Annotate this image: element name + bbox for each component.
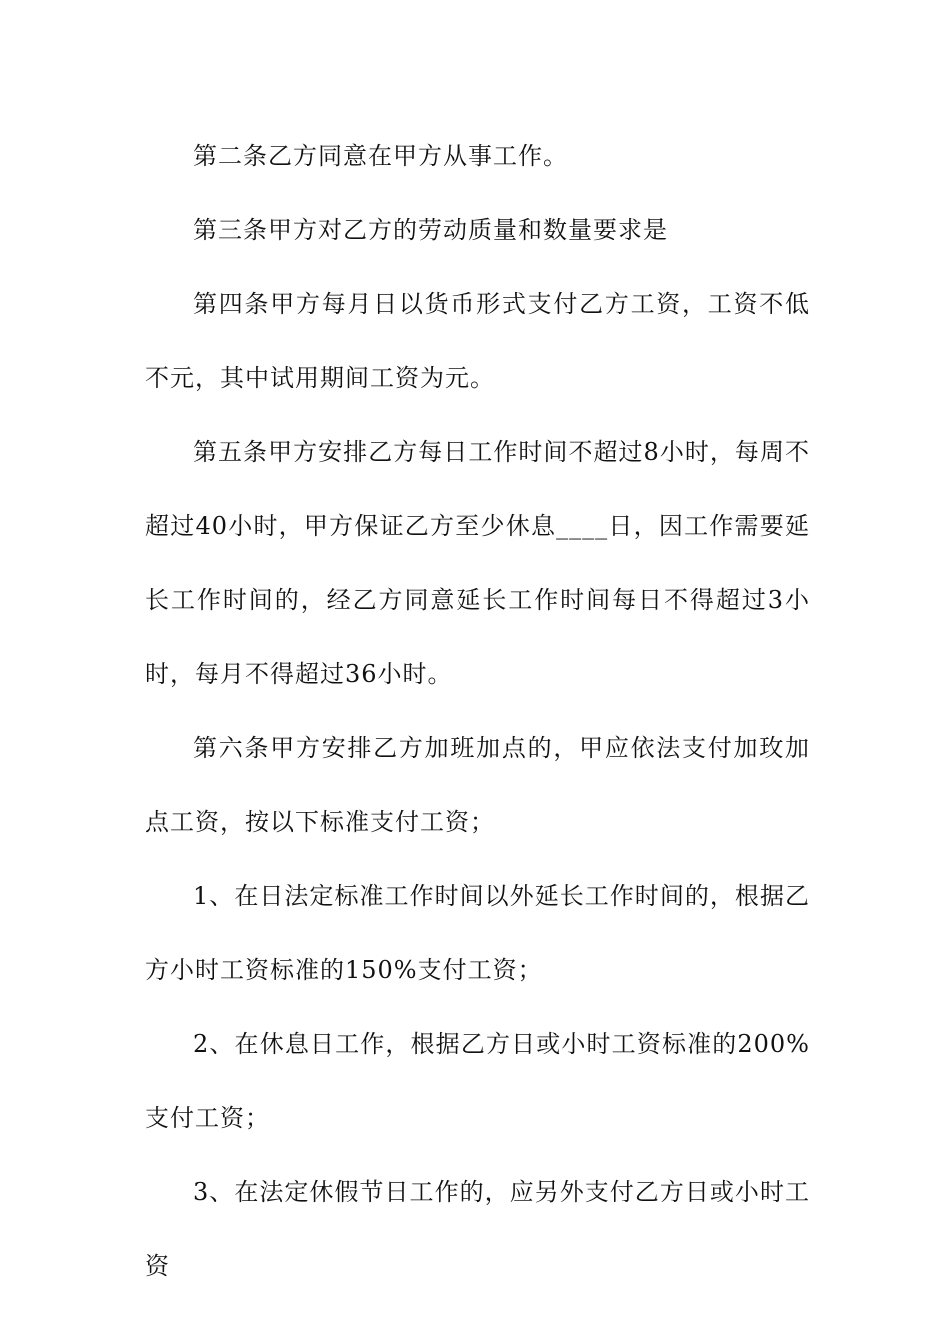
document-body — [145, 119, 810, 1303]
paragraph-article-3: 第三条甲方对乙方的劳动质量和数量要求是 — [193, 216, 668, 244]
paragraph-article-5: 第五条甲方安排乙方每日工作时间不超过8小时，每周不超过40小时，甲方保证乙方至少休息____日，因工作需要延长工作时间的，经乙方同意延长工作时间每日不得超过3小时，每月不得超过36小时。 — [145, 438, 810, 688]
paragraph-article-4: 第四条甲方每月日以货币形式支付乙方工资，工资不低不元，其中试用期间工资为元。 — [145, 290, 810, 392]
paragraph-item-1: 1、在日法定标准工作时间以外延长工作时间的，根据乙方小时工资标准的150%支付工资； — [145, 882, 810, 984]
paragraph-item-3: 3、在法定休假节日工作的，应另外支付乙方日或小时工资 — [145, 1178, 810, 1280]
paragraph-item-2: 2、在休息日工作，根据乙方日或小时工资标准的200%支付工资； — [145, 1030, 810, 1132]
paragraph-article-6: 第六条甲方安排乙方加班加点的，甲应依法支付加玫加点工资，按以下标准支付工资； — [145, 734, 810, 836]
paragraph-article-2: 第二条乙方同意在甲方从事工作。 — [193, 142, 568, 170]
